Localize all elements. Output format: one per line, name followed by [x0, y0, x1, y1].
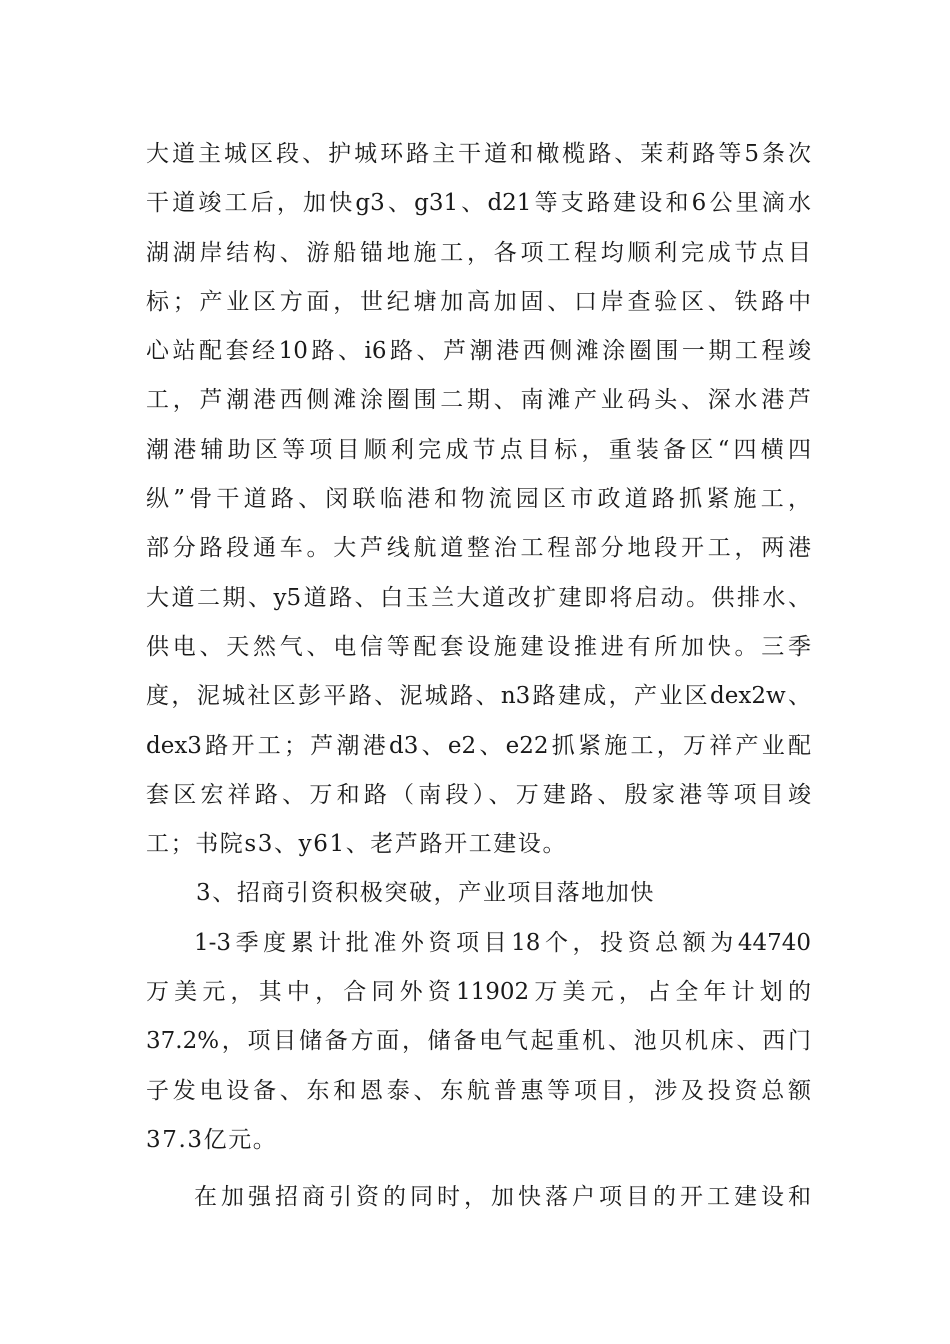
- document-body: [146, 130, 811, 1223]
- text-line: 标；产业区方面，世纪塘加高加固、口岸查验区、铁路中: [146, 288, 811, 315]
- text-line: 万美元，其中，合同外资11902万美元，占全年计划的: [146, 979, 811, 1006]
- text-line: 套区宏祥路、万和路（南段）、万建路、殷家港等项目竣: [146, 781, 811, 808]
- text-line: 37.2%，项目储备方面，储备电气起重机、池贝机床、西门: [146, 1028, 811, 1055]
- text-line: 1-3季度累计批准外资项目18个，投资总额为44740: [194, 929, 811, 956]
- section-heading: 3、招商引资积极突破，产业项目落地加快: [196, 880, 656, 907]
- text-line: 大道主城区段、护城环路主干道和橄榄路、茉莉路等5条次: [146, 141, 811, 167]
- text-line: 供电、天然气、电信等配套设施建设推进有所加快。三季: [146, 633, 811, 660]
- text-line: 潮港辅助区等项目顺利完成节点目标，重装备区“四横四: [146, 436, 811, 463]
- text-line: 湖湖岸结构、游船锚地施工，各项工程均顺利完成节点目: [146, 239, 811, 266]
- text-line: 在加强招商引资的同时，加快落户项目的开工建设和: [194, 1184, 811, 1211]
- text-line: 纵”骨干道路、闵联临港和物流园区市政道路抓紧施工，: [146, 486, 811, 513]
- text-line: 37.3亿元。: [146, 1126, 278, 1153]
- text-line: 部分路段通车。大芦线航道整治工程部分地段开工，两港: [146, 535, 811, 562]
- text-line: 度，泥城社区彭平路、泥城路、n3路建成，产业区dex2w、: [146, 683, 811, 710]
- paragraph-gap: [146, 1165, 811, 1173]
- text-line: 大道二期、y5道路、白玉兰大道改扩建即将启动。供排水、: [146, 584, 811, 611]
- text-line: 心站配套经10路、i6路、芦潮港西侧滩涂圈围一期工程竣: [146, 338, 811, 365]
- text-line: 工；书院s3、y61、老芦路开工建设。: [146, 831, 568, 858]
- text-line: dex3路开工；芦潮港d3、e2、e22抓紧施工，万祥产业配: [146, 732, 811, 759]
- text-line: 工，芦潮港西侧滩涂圈围二期、南滩产业码头、深水港芦: [146, 387, 811, 414]
- text-line: 子发电设备、东和恩泰、东航普惠等项目，涉及投资总额: [146, 1077, 811, 1104]
- text-line: 干道竣工后，加快g3、g31、d21等支路建设和6公里滴水: [146, 190, 811, 217]
